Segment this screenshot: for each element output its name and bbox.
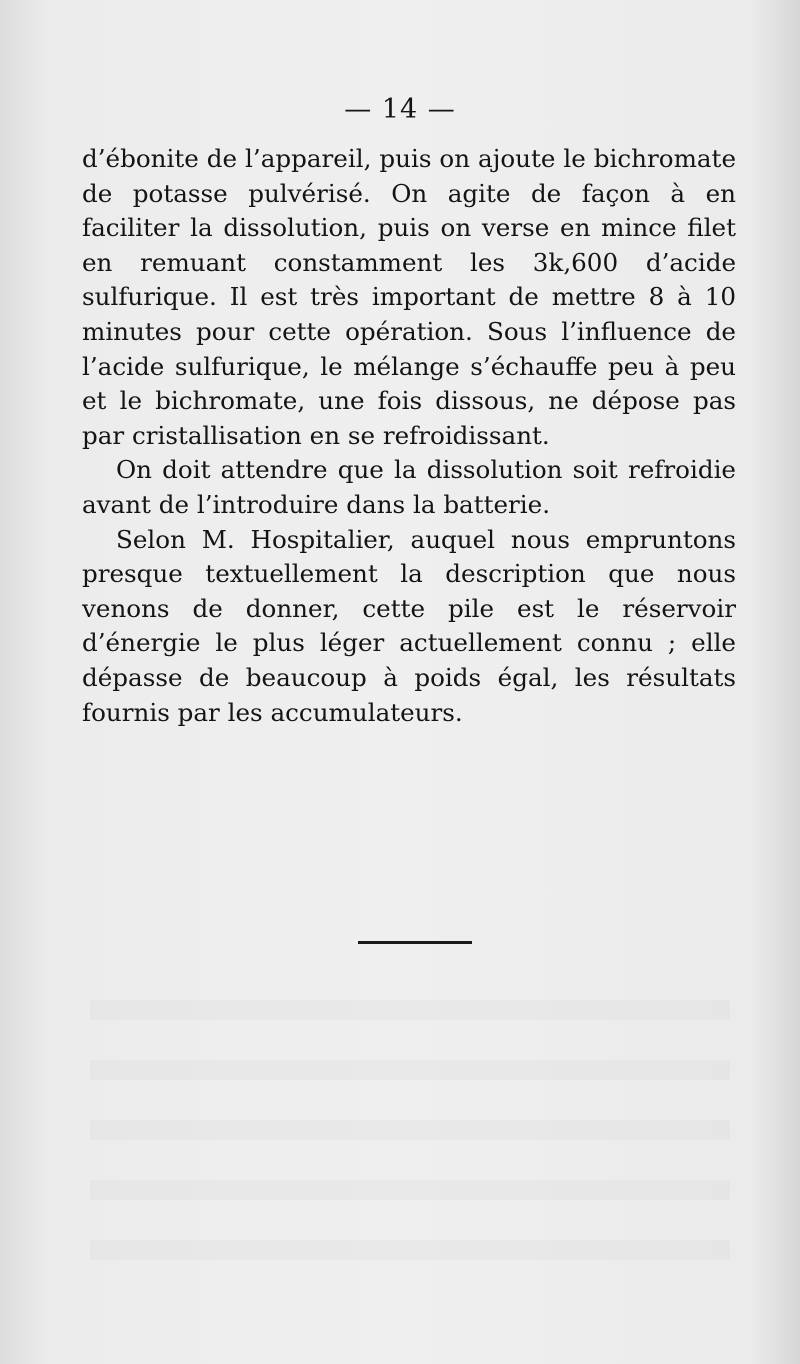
- page-number: — 14 —: [344, 94, 456, 125]
- bleed-through-line: [90, 1240, 730, 1260]
- bleed-through-line: [90, 1060, 730, 1080]
- paragraph: d’ébonite de l’appareil, puis on ajoute le bichromate de potasse pulvérisé. On agite de façon à en faciliter la dissolution, puis on verse en mince filet en remuant constamment les 3k,600 d’acide sulfurique. Il est très important de mettre 8 à 10 minutes pour cette opération. Sous l’influence de l’acide sulfurique, le mélange s’échauffe peu à peu et le bichromate, une fois dissous, ne dépose pas par cristallisation en se refroidissant.: [82, 144, 736, 450]
- bleed-through-line: [90, 1120, 730, 1140]
- bleed-through-line: [90, 1180, 730, 1200]
- bleed-through-line: [90, 1000, 730, 1020]
- body-text: [82, 142, 736, 730]
- paragraph: On doit attendre que la dissolution soit refroidie avant de l’introduire dans la batterie.: [82, 455, 736, 519]
- paragraph: Selon M. Hospitalier, auquel nous empruntons presque textuellement la description que nous venons de donner, cette pile est le réservoir d’énergie le plus léger actuellement connu ; elle dépasse de beaucoup à poids égal, les résultats fournis par les accumulateurs.: [82, 524, 736, 727]
- section-divider: [358, 941, 472, 944]
